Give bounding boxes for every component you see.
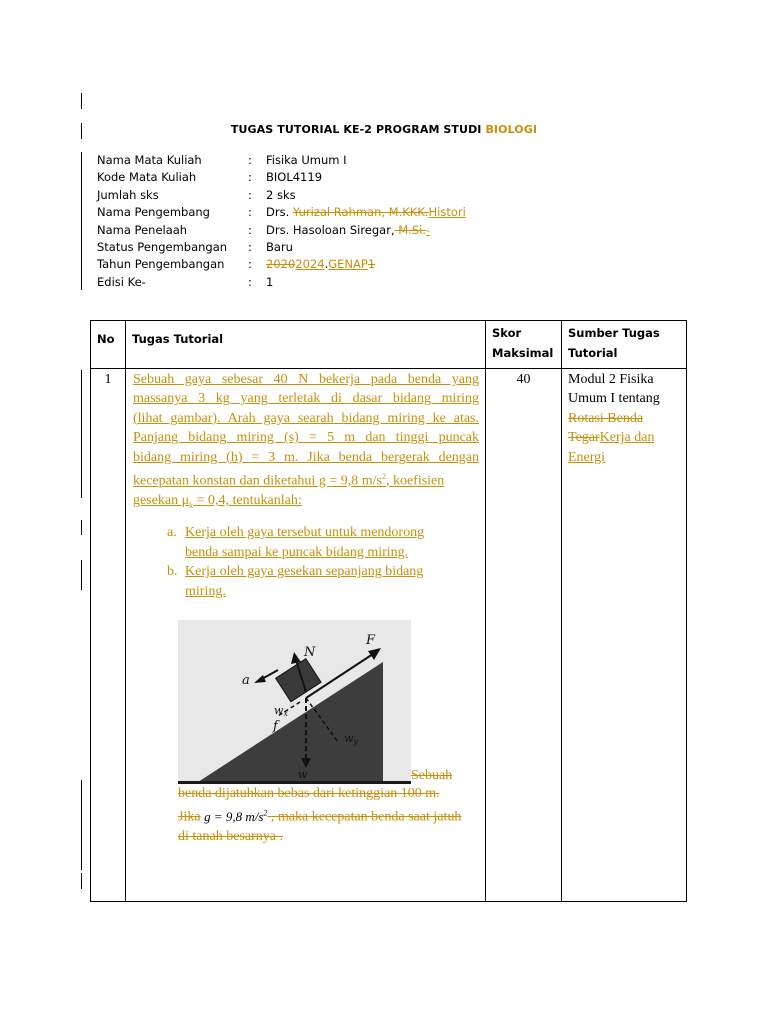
sub-question-text — [185, 523, 424, 562]
sub-question-a — [133, 523, 479, 562]
info-value-text: Fisika Umum I — [266, 153, 347, 167]
source-inserted: Energi — [568, 449, 606, 465]
question-line — [133, 491, 479, 515]
sub-question-b — [133, 562, 479, 601]
deleted-text: di tanah besarnya . — [178, 829, 283, 845]
inserted-text: GENAP — [328, 257, 368, 272]
label-accel: a — [242, 672, 250, 688]
question-line — [133, 467, 479, 491]
info-label: Tahun Pengembangan — [97, 257, 225, 272]
source-line: Umum I tentang — [568, 391, 660, 407]
info-colon: : — [248, 205, 252, 220]
header-source — [562, 321, 686, 363]
info-colon: : — [248, 274, 252, 289]
header-score-line1: Skor — [492, 326, 522, 340]
formula — [204, 809, 267, 824]
source-line: Modul 2 Fisika — [568, 372, 654, 387]
sub-question-line: Kerja oleh gaya tersebut untuk mendorong — [185, 525, 425, 541]
change-bar — [81, 370, 82, 498]
deleted-text-formula-line — [133, 803, 479, 827]
info-colon: : — [248, 239, 252, 254]
info-value — [266, 187, 296, 204]
header-task: Tugas Tutorial — [132, 332, 224, 346]
deleted-text: 1 — [367, 257, 376, 272]
info-colon: : — [248, 257, 252, 272]
row-score: 40 — [516, 372, 531, 387]
change-bar — [81, 520, 82, 535]
header-source-line2: Tutorial — [568, 346, 618, 360]
question-line: Panjang bidang miring (s) = 5 m dan tinggi puncak — [133, 430, 479, 446]
deleted-text: Yurizal Rahman, M.KKK. — [292, 205, 429, 220]
info-value — [266, 256, 375, 273]
info-value — [266, 169, 322, 186]
inserted-text: - — [426, 222, 431, 237]
label-force: F — [366, 632, 376, 648]
row-score-cell — [486, 369, 562, 902]
deleted-text: M.Si. — [394, 222, 426, 237]
info-value — [266, 222, 430, 239]
source-line — [568, 428, 686, 447]
unit-exponent: 2 — [381, 472, 386, 482]
label-wy-sub: y — [353, 736, 358, 746]
change-bar — [81, 780, 82, 870]
table-row — [91, 369, 687, 902]
question-line: (lihat gambar). Arah gaya searah bidang miring ke atas. — [133, 410, 479, 426]
info-colon: : — [248, 222, 252, 237]
source-inserted: Kerja dan — [599, 430, 655, 446]
formula-text: g = 9,8 m/s — [204, 808, 264, 824]
info-value-text: 1 — [266, 274, 274, 289]
deleted-text: , maka kecepatan benda saat jatuh — [267, 809, 462, 825]
question-line7-text: gesekan μ — [133, 493, 190, 509]
deleted-text: 2020 — [266, 257, 296, 272]
question-text — [133, 370, 479, 467]
label-friction: f — [273, 718, 278, 734]
info-value — [266, 204, 466, 221]
row-no-cell — [91, 369, 126, 902]
question-line: bidang miring (h) = 3 m. Jika benda bergerak dengan — [133, 449, 479, 465]
label-wx-main: w — [274, 703, 284, 717]
change-bar — [81, 873, 82, 889]
header-score-cell — [486, 321, 562, 369]
header-source-cell — [562, 321, 687, 369]
sub-question-text — [185, 562, 423, 601]
row-task-cell — [126, 369, 486, 902]
sub-question-line: miring. — [185, 583, 226, 599]
deleted-text: Jika — [178, 809, 201, 825]
change-bar — [81, 93, 82, 109]
info-value-text: Drs. Hasoloan Siregar, — [266, 222, 395, 237]
row-source-cell — [562, 369, 687, 902]
info-value-text: BIOL4119 — [266, 170, 323, 185]
question-line: Sebuah gaya sebesar 40 N bekerja pada benda yang — [133, 372, 479, 387]
info-value — [266, 274, 273, 291]
info-value-text: . — [324, 257, 329, 272]
info-label: Nama Mata Kuliah — [97, 153, 202, 167]
deleted-text: benda dijatuhkan bebas dari ketinggian 100 m. — [178, 785, 440, 801]
source-line — [568, 448, 686, 467]
mu-subscript: k — [189, 500, 194, 510]
change-bar — [81, 152, 82, 290]
header-no: No — [97, 332, 115, 346]
header-task-cell — [126, 321, 486, 369]
source-deleted: Rotasi Benda — [568, 410, 644, 426]
inserted-text: 2024 — [295, 257, 325, 272]
info-value-text: 2 sks — [266, 187, 296, 202]
label-wx-sub: x — [283, 708, 288, 718]
title-main: TUGAS TUTORIAL KE-2 PROGRAM STUDI — [230, 123, 486, 136]
change-bar — [81, 560, 82, 590]
document-title — [0, 123, 768, 136]
sub-question-list — [133, 523, 479, 601]
row-number: 1 — [104, 372, 112, 387]
sub-question-line: benda sampai ke puncak bidang miring. — [185, 544, 409, 560]
info-value-text: Drs. — [266, 205, 293, 220]
inclined-plane-figure — [178, 620, 411, 784]
row-source — [562, 369, 686, 467]
question-line6-end: , koefisien — [385, 473, 445, 489]
info-label: Jumlah sks — [97, 187, 159, 202]
info-colon: : — [248, 187, 252, 202]
formula-exponent: 2 — [263, 808, 268, 818]
header-no-cell — [91, 321, 126, 369]
info-label: Status Pengembangan — [97, 239, 228, 254]
info-label: Nama Penelaah — [97, 222, 188, 237]
list-marker: a. — [167, 525, 177, 541]
label-normal: N — [304, 644, 316, 660]
info-value — [266, 239, 293, 256]
title-subject: BIOLOGI — [485, 123, 538, 136]
figure-row — [133, 620, 479, 784]
label-weight: w — [298, 767, 308, 781]
source-deleted: Tegar — [568, 430, 600, 446]
info-label: Edisi Ke- — [97, 274, 146, 289]
list-marker: b. — [167, 564, 178, 580]
question-line: massanya 3 kg yang terletak di dasar bidang miring — [133, 391, 479, 407]
question-line7-end: = 0,4, tentukanlah: — [193, 493, 302, 509]
header-source-line1: Sumber Tugas — [568, 326, 660, 340]
label-wy-main: w — [344, 731, 354, 745]
info-colon: : — [248, 153, 252, 167]
source-line — [568, 409, 686, 428]
info-label: Nama Pengembang — [97, 205, 210, 220]
deleted-text: Sebuah — [411, 767, 453, 783]
info-colon: : — [248, 170, 252, 185]
info-value-text: Baru — [266, 239, 293, 254]
info-label: Kode Mata Kuliah — [97, 170, 197, 185]
sub-question-line: Kerja oleh gaya gesekan sepanjang bidang — [185, 564, 424, 580]
header-score-line2: Maksimal — [492, 346, 554, 360]
info-value — [266, 152, 346, 169]
inserted-text: Histori — [428, 205, 466, 220]
question-line6-text: kecepatan konstan dan diketahui g = 9,8 m/s — [133, 473, 382, 489]
table-header-row — [91, 321, 687, 369]
tutorial-table — [90, 320, 687, 902]
ground-line — [178, 781, 411, 784]
header-score — [486, 321, 561, 363]
task-content — [126, 369, 485, 846]
